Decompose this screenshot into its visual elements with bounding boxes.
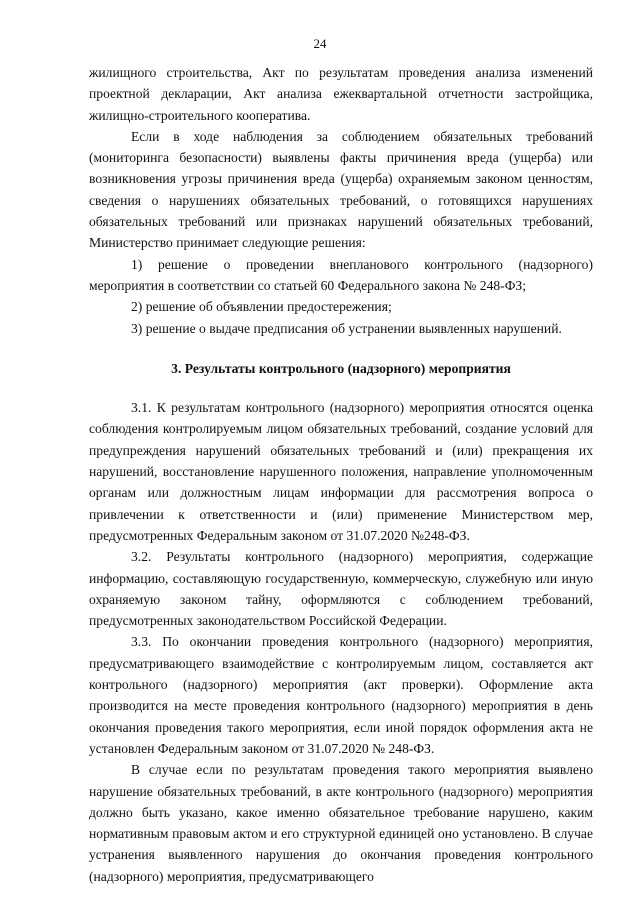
list-item-decision-1: 1) решение о проведении внепланового контрольного (надзорного) мероприятия в соответствии со статьей 60 Федерального закона № 248-ФЗ; [89,256,593,293]
paragraph-violation: В случае если по результатам проведения такого мероприятия выявлено нарушение обязательных требований, в акте контрольного (надзорного) мероприятия должно быть указано, какое именно обязательное требование нарушено, каким нормативным правовым актом и его структурной единицей оно установлено. В случае устранения выявленного нарушения до окончания проведения контрольного (надзорного) мероприятия, предусматривающего [89,762,593,884]
page-number: 24 [313,36,327,51]
section-heading: 3. Результаты контрольного (надзорного) мероприятия [171,360,511,376]
paragraph-monitoring: Если в ходе наблюдения за соблюдением обязательных требований (мониторинга безопасности) выявлены факты причинения вреда (ущерба) или возникновения угрозы причинения вреда (ущерба) охраняемым законом ценностям, сведения о нарушениях обязательных требований, о готовящихся нарушениях обязательных требований или признаках нарушений обязательных требований, Министерство принимает следующие решения: [89,128,593,251]
spacer [89,339,593,358]
spacer [89,379,593,397]
paragraph-3-3: 3.3. По окончании проведения контрольного (надзорного) мероприятия, предусматривающего взаимодействие с контролируемым лицом, составляется акт контрольного (надзорного) мероприятия (акт проверки). Оформление акта производится на месте проведения контрольного (надзорного) мероприятия в день окончания проведения такого мероприятия, если иной порядок оформления акта не установлен Федеральным законом от 31.07.2020 № 248-ФЗ. [89,634,593,756]
list-item-decision-3: 3) решение о выдаче предписания об устранении выявленных нарушений. [131,320,562,336]
paragraph-continuation: жилищного строительства, Акт по результатам проведения анализа изменений проектной декларации, Акт анализа ежеквартальной отчетности застройщика, жилищно-строительного кооператива. [89,65,593,123]
paragraph-3-1: 3.1. К результатам контрольного (надзорного) мероприятия относятся оценка соблюдения контролируемым лицом обязательных требований, создание условий для предупреждения нарушений обязательных требований и (или) прекращения их нарушений, восстановление нарушенного положения, направление уполномоченным органам или должностным лицам информации для рассмотрения вопроса о привлечении к ответственности и (или) применение Министерством мер, предусмотренных Федеральным законом от 31.07.2020 №248-ФЗ. [89,400,593,543]
paragraph-3-2: 3.2. Результаты контрольного (надзорного) мероприятия, содержащие информацию, составляющую государственную, коммерческую, служебную или иную охраняемую законом тайну, оформляются с соблюдением требований, предусмотренных законодательством Российской Федерации. [89,549,593,629]
document-body [89,62,593,887]
list-item-decision-2: 2) решение об объявлении предостережения; [131,299,392,315]
